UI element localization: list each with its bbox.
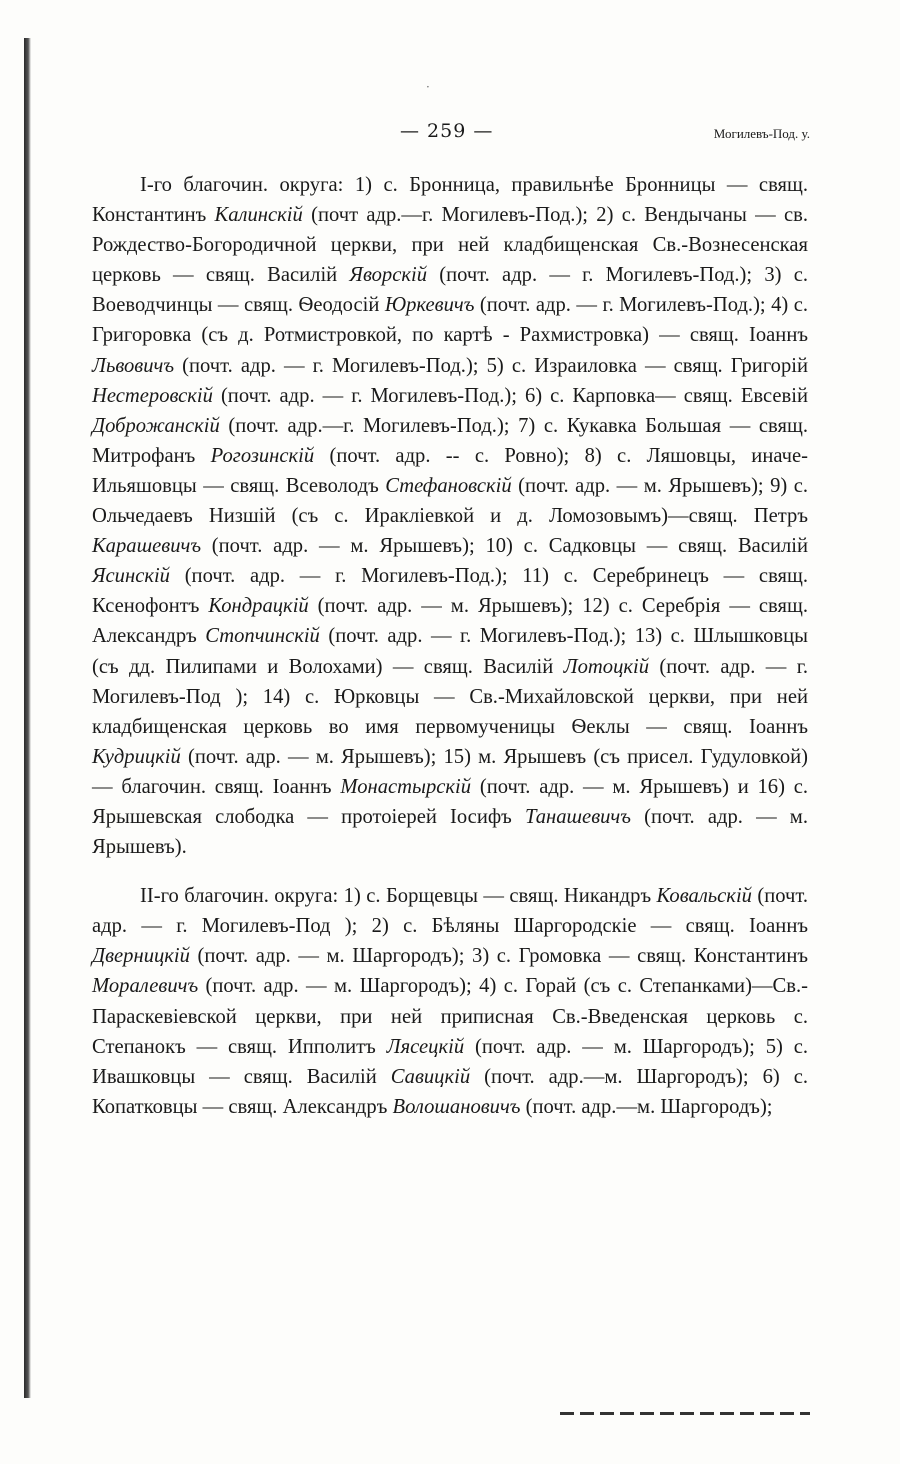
priest-surname: Яворскій <box>349 264 428 287</box>
text-segment: (почт. адр. — г. Могилевъ-Под.); 6) с. Карповка— свящ. Евсевій <box>212 384 808 407</box>
priest-surname: Ковальскій <box>656 885 752 908</box>
priest-surname: Танашевичъ <box>524 805 631 828</box>
page-header <box>130 120 810 150</box>
priest-surname: Кондрацкій <box>208 595 309 618</box>
text-segment: (почт. адр. — г. Могилевъ-Под.); 4) с. Григоровка (съ д. Ротмистровкой, по картѣ - Рахмистровка) — свящ. Іоаннъ <box>92 294 808 347</box>
text-segment: (почт. адр. — г. Могилевъ-Под.); 13) с. Шлышковцы (съ дд. Пилипами и Волохами) — свящ. Василій <box>92 625 808 678</box>
priest-surname: Дверницкій <box>92 945 190 968</box>
text-segment: (почт. адр.—м. Шаргородъ); <box>520 1095 773 1118</box>
priest-surname: Юркевичъ <box>384 294 475 317</box>
text-segment: (почт. адр. — м. Ярышевъ) и 16) с. Ярышевская слободка — протоіерей Іосифъ <box>92 775 808 828</box>
text-segment: (почт адр.—г. Могилевъ-Под.); 2) с. Вендычаны — св. Рождество-Богородичной церкви, при ней кладбищенская Св.-Вознесенская церковь — свящ. Василій <box>92 204 808 287</box>
text-segment: (почт. адр. — м. Шаргородъ); 3) с. Громовка — свящ. Константинъ <box>189 945 808 968</box>
scan-page-edge <box>24 38 31 1398</box>
body-text <box>92 170 808 1122</box>
priest-surname: Рогозинскій <box>210 444 315 467</box>
text-segment: (почт. адр. — м. Шаргородъ); 4) с. Горай (съ с. Степанками)—Св.-Параскевіевской церкви, при ней приписная Св.-Введенская церковь с. Степанокъ — свящ. Ипполитъ <box>92 975 808 1058</box>
priest-surname: Лотоцкій <box>563 655 650 678</box>
paragraph-second-deanery <box>92 881 808 1122</box>
priest-surname: Волошановичъ <box>392 1095 521 1118</box>
priest-surname: Доброжанскій <box>92 414 220 437</box>
priest-surname: Лясецкій <box>386 1035 465 1058</box>
paragraph-first-deanery <box>92 170 808 862</box>
text-segment: (почт. адр. — г. Могилевъ-Под.); 3) с. Воеводчинцы — свящ. Ѳеодосій <box>92 264 808 317</box>
priest-surname: Стопчинскій <box>205 625 320 648</box>
running-head: Могилевъ-Под. у. <box>713 126 810 141</box>
text-segment: (почт. адр. — г. Могилевъ-Под ); 2) с. Бѣляны Шаргородскіе — свящ. Іоаннъ <box>92 885 808 938</box>
priest-surname: Калинскій <box>214 204 303 227</box>
page-number: — 259 — <box>400 120 494 142</box>
text-segment: (почт. адр. — м. Ярышевъ); 10) с. Садковцы — свящ. Василій <box>201 535 808 558</box>
text-segment: (почт. адр. — м. Ярышевъ); 9) с. Ольчедаевъ Низшій (съ с. Иракліевкой и д. Ломозовымъ)—свящ. Петръ <box>92 474 808 528</box>
scan-speck: · <box>426 80 430 94</box>
text-segment: (почт. адр. — г. Могилевъ-Под.); 11) с. Серебринецъ — свящ. Ксенофонтъ <box>92 565 808 618</box>
priest-surname: Кудрицкій <box>92 745 181 768</box>
text-segment: (почт. адр. — м. Ярышевъ). <box>92 805 808 859</box>
priest-surname: Савицкій <box>390 1065 471 1088</box>
text-segment: (почт. адр.—г. Могилевъ-Под.); 7) с. Кукавка Большая — свящ. Митрофанъ <box>92 414 808 467</box>
text-segment: (почт. адр.—м. Шаргородъ); 6) с. Копатковцы — свящ. Александръ <box>92 1065 808 1118</box>
text-segment: II-го благочин. округа: 1) с. Борщевцы — свящ. Никандръ <box>140 885 657 908</box>
text-segment: (почт. адр. -- с. Ровно); 8) с. Ляшовцы, иначе-Ильяшовцы — свящ. Всеволодъ <box>92 444 809 497</box>
priest-surname: Стефановскій <box>385 474 512 497</box>
text-segment: (почт. адр. — м. Ярышевъ); 15) м. Ярышевъ (съ присел. Гудуловкой) — благочин. свящ. Іоаннъ <box>92 745 808 798</box>
bottom-rule <box>560 1412 810 1415</box>
priest-surname: Нестеровскій <box>92 384 213 407</box>
text-segment: I-го благочин. округа: 1) с. Бронница, правильнѣе Бронницы — свящ. Константинъ <box>92 174 808 227</box>
text-segment: (почт. адр. — г. Могилевъ-Под ); 14) с. Юрковцы — Св.-Михайловской церкви, при ней кладбищенская церковь во имя первомученицы Ѳеклы — свящ. Іоаннъ <box>92 655 808 738</box>
priest-surname: Ясинскій <box>92 565 170 588</box>
text-segment: (почт. адр. — м. Шаргородъ); 5) с. Ивашковцы — свящ. Василій <box>92 1035 808 1088</box>
text-segment: (почт. адр. — м. Ярышевъ); 12) с. Серебрія — свящ. Александръ <box>92 595 808 648</box>
priest-surname: Карашевичъ <box>92 535 202 558</box>
priest-surname: Монастырскій <box>340 775 472 798</box>
text-segment: (почт. адр. — г. Могилевъ-Под.); 5) с. Израиловка — свящ. Григорій <box>174 354 808 377</box>
priest-surname: Моралевичъ <box>92 975 199 998</box>
priest-surname: Львовичъ <box>92 354 175 377</box>
